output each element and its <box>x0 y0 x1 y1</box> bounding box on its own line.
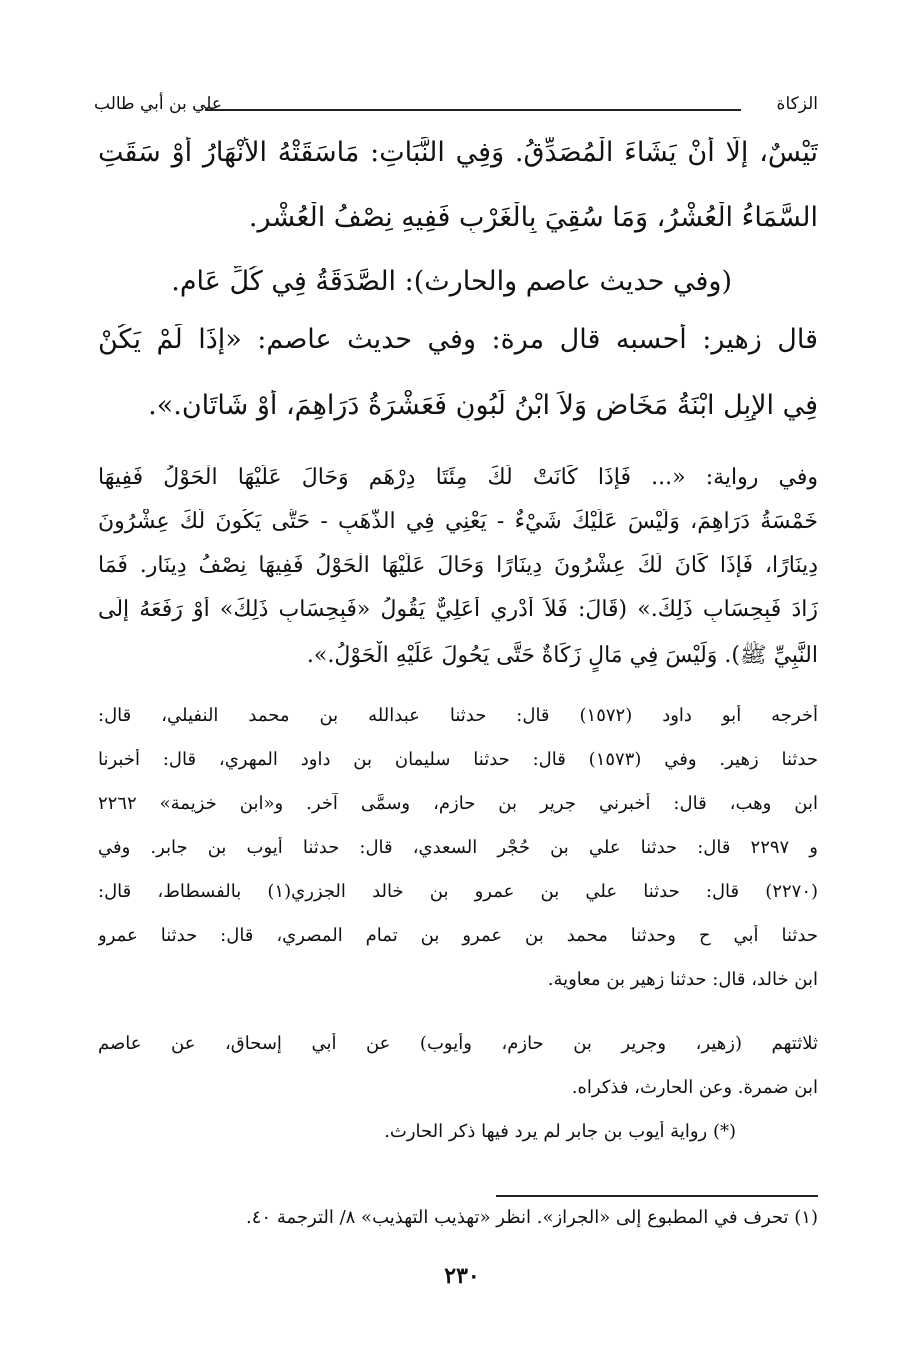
variant-line: زَادَ فَبِحِسَابِ ذَلِكَ.» (قَالَ: فَلاَ أَدْرِي أَعَلِيٌّ يَقُولُ «فَبِحِسَابِ ذَلِكَ» أَوْ رَفَعَهُ إِلَى <box>98 597 818 622</box>
takhrij-line: ابن خالد، قال: حدثنا زهير بن معاوية. <box>547 969 818 990</box>
note-line: (*) رواية أيوب بن جابر لم يرد فيها ذكر الحارث. <box>384 1121 736 1142</box>
footnote-rule <box>496 1195 818 1197</box>
takhrij-line: حدثنا أبي ح وحدثنا محمد بن عمرو بن تمام المصري، قال: حدثنا عمرو <box>98 925 818 946</box>
running-header-section: الزكاة <box>776 94 818 114</box>
variant-line: النَّبِيِّ ﷺ). وَلَيْسَ فِي مَالٍ زَكَاةٌ حَتَّى يَحُولَ عَلَيْهِ الْحَوْلُ.». <box>306 643 818 668</box>
page-number: ٢٣٠ <box>444 1263 480 1289</box>
variant-line: وفي رواية: «... فَإِذَا كَانَتْ لَكَ مِئَتَا دِرْهَمٍ وَحَالَ عَلَيْهَا الْحَوْلُ فَفِيهَا <box>98 465 818 490</box>
chain-line: ثلاثتهم (زهير، وجرير بن حازم، وأيوب) عن أبي إسحاق، عن عاصم <box>98 1033 818 1054</box>
takhrij-line: حدثنا زهير. وفي (١٥٧٣) قال: حدثنا سليمان بن داود المهري، قال: أخبرنا <box>98 749 818 770</box>
takhrij-line: (٢٢٧٠) قال: حدثنا علي بن عمرو بن خالد الجزري(١) بالفسطاط، قال: <box>98 881 818 902</box>
header-rule <box>205 109 741 111</box>
hadith-line: قال زهير: أحسبه قال مرة: وفي حديث عاصم: «إِذَا لَمْ يَكُنْ <box>98 324 818 355</box>
running-header-book: علي بن أبي طالب <box>94 94 223 114</box>
hadith-line: السَّمَاءُ الْعُشْرُ، وَمَا سُقِيَ بِالْغَرْبِ فَفِيهِ نِصْفُ الْعُشْرِ. <box>248 202 818 233</box>
takhrij-line: أخرجه أبو داود (١٥٧٢) قال: حدثنا عبدالله بن محمد النفيلي، قال: <box>98 705 818 726</box>
footnote: (١) تحرف في المطبوع إلى «الجراز». انظر «تهذيب التهذيب» ٨/ الترجمة ٤٠. <box>246 1207 818 1228</box>
takhrij-line: ابن وهب، قال: أخبرني جرير بن حازم، وسمَّى آخر. و«ابن خزيمة» ٢٢٦٢ <box>98 793 818 814</box>
takhrij-line: و ٢٢٩٧ قال: حدثنا علي بن حُجْر السعدي، قال: حدثنا أيوب بن جابر. وفي <box>98 837 818 858</box>
variant-line: خَمْسَةُ دَرَاهِمَ، وَلَيْسَ عَلَيْكَ شَيْءٌ - يَعْنِي فِي الذَّهَبِ - حَتَّى يَكُونَ لَكَ عِشْرُونَ <box>98 509 818 534</box>
variant-line: دِينَارًا، فَإِذَا كَانَ لَكَ عِشْرُونَ دِينَارًا وَحَالَ عَلَيْهَا الْحَوْلُ فَفِيهَا نِصْفُ دِينَارٍ. فَمَا <box>98 553 818 578</box>
hadith-line: (وفي حديث عاصم والحارث): الصَّدَقَةُ فِي كُلِّ عَامٍ. <box>171 266 732 297</box>
chain-line: ابن ضمرة. وعن الحارث، فذكراه. <box>571 1077 818 1098</box>
hadith-line: تَيْسٌ، إِلَّا أَنْ يَشَاءَ الْمُصَدِّقُ. وَفِي النَّبَاتِ: مَاسَقَتْهُ الأَنْهَارُ أَوْ سَقَتِ <box>98 137 818 168</box>
hadith-line: فِي الإِبِلِ ابْنَةُ مَخَاضٍ وَلاَ ابْنُ لَبُونٍ فَعَشْرَةُ دَرَاهِمَ، أَوْ شَاتَانِ.». <box>148 390 818 421</box>
